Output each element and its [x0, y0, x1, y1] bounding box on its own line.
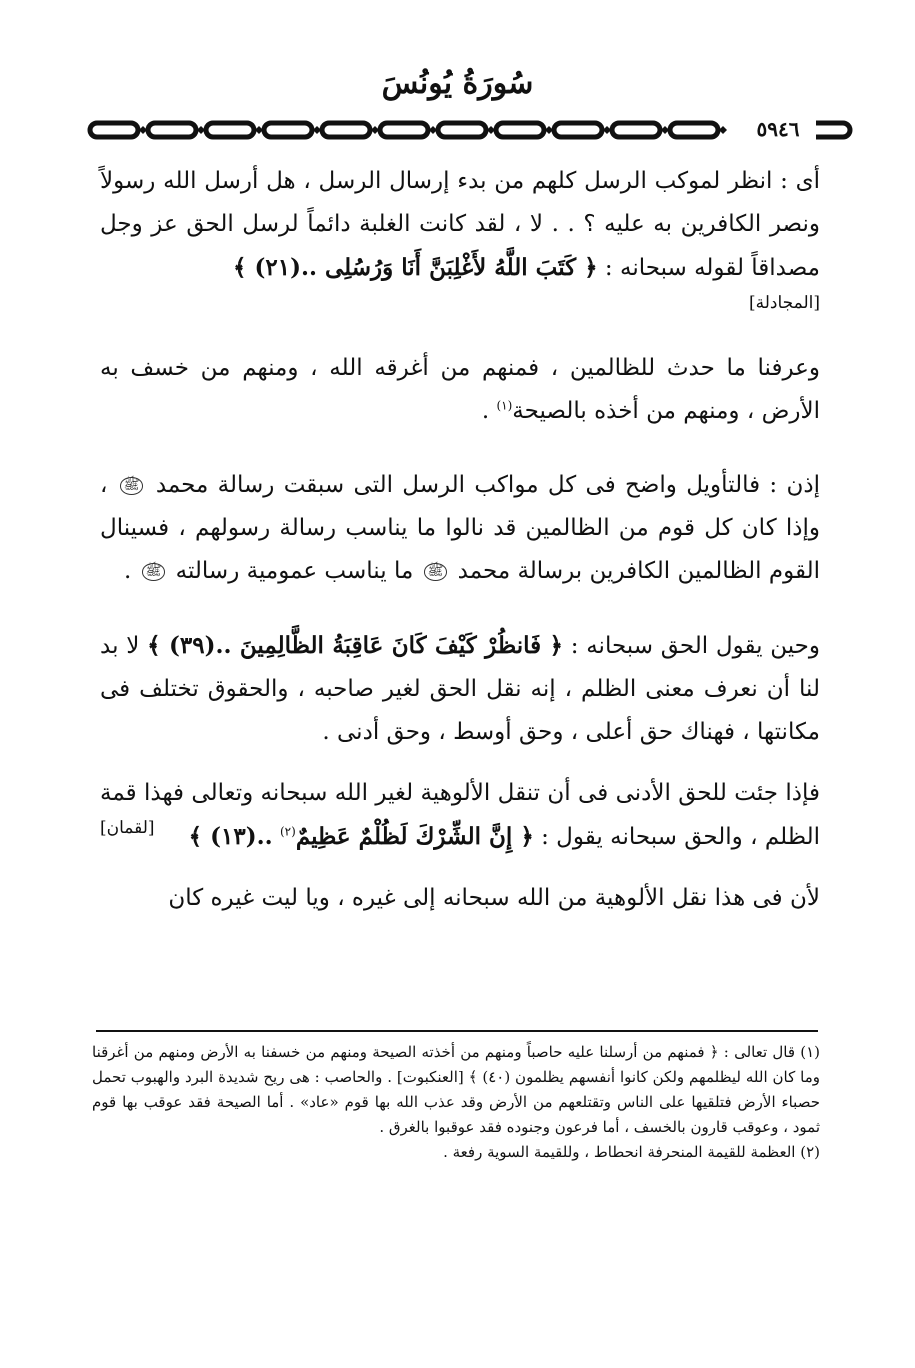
footnote-1: [92, 1040, 820, 1140]
ornament-link: [322, 123, 370, 137]
quran-verse: ﴿ إِنَّ الشِّرْكَ لَظُلْمٌ عَظِيمٌ: [295, 823, 534, 850]
ornament-link: [670, 123, 718, 137]
fn2-line-1: (٢) العظمة للقيمة المنحرفة انحطاط ، وللقيمة السوية رفعة .: [443, 1143, 820, 1161]
fn1-line-5: عوقبوا بالغرق .: [379, 1118, 475, 1136]
salla-symbol: ﷺ: [424, 563, 448, 581]
footnotes: [92, 1040, 820, 1165]
p1-line-2: رسولاً ونصر الكافرين به عليه ؟ . . لا ، لقد كانت الغلبة دائماً لرسل الحق: [100, 168, 821, 237]
paragraph-3: إذن : فالتأويل واضح فى كل مواكب الرسل التى سبقت رسالة محمد ﷺ ، وإذا كان كل قوم من الظالمين قد نالوا ما يناسب رسالة رسولهم ، فسينال القوم الظالمين الكافرين برسالة محمد ﷺ ما يناسب عمومية رسالته ﷺ .: [100, 472, 821, 584]
p3-line-1: إذن : فالتأويل واضح فى كل مواكب الرسل التى سبقت رسالة محمد: [155, 472, 821, 498]
paragraph-2: وعرفنا ما حدث للظالمين ، فمنهم من أغرقه الله ، ومنهم من خسف به الأرض ، ومنهم من أخذه بالصيحة$^{(١)}$ .: [100, 355, 820, 424]
salla-symbol: ﷺ: [142, 563, 166, 581]
quran-verse: ﴿ كَتَبَ اللَّهُ لأَغْلِبَنَّ أَنَا وَرُسُلِى ..(٢١) ﴾: [233, 254, 598, 281]
p3-line-3: فسينال القوم الظالمين الكافرين برسالة محمد: [100, 515, 820, 584]
surah-title: سُورَةُ يُونُسَ: [381, 66, 534, 101]
footnote-2: [92, 1140, 820, 1165]
ornament-link: [380, 123, 428, 137]
ornament-link: [90, 123, 138, 137]
ornament-link: [264, 123, 312, 137]
ornament-link: [206, 123, 254, 137]
surah-reference: [لقمان]: [100, 818, 155, 838]
p4-line-1: وحين يقول الحق سبحانه :: [570, 633, 821, 659]
paragraph-1: [100, 160, 820, 316]
paragraph-6: [100, 877, 820, 920]
fn1-line-3: البرد والهبوب تحمل حصباء الأرض فتلقيها على الناس وتقتلعهم من الأرض وقد عذب الله بها قوم: [92, 1068, 820, 1111]
footnote-marker[interactable]: (٢): [279, 824, 296, 839]
p1-line-3: عز وجل مصداقاً لقوله سبحانه :: [100, 211, 820, 281]
p3-line-2: ، وإذا كان كل قوم من الظالمين قد نالوا ما يناسب رسالة رسولهم ،: [100, 472, 820, 541]
ornamental-header-border: [86, 118, 854, 142]
p3-line-3-end: ما يناسب عمومية رسالته: [175, 558, 414, 584]
p4-line-3: فى مكانتها ، فهناك حق أعلى ، وحق أوسط ، وحق أدنى .: [100, 676, 820, 745]
paragraph-5: [100, 772, 820, 859]
p4-line-1-end: لا بد: [100, 633, 140, 659]
fn1-line-1: (١) قال تعالى : ﴿ فمنهم من أرسلنا عليه حاصباً ومنهم من أخذته الصيحة ومنهم من خسفنا به الأرض ومنهم من: [133, 1043, 820, 1061]
quran-verse: ﴿ فَانظُرْ كَيْفَ كَانَ عَاقِبَةُ الظَّالِمِينَ ..(٣٩) ﴾: [147, 632, 563, 659]
footnote-separator: [96, 1030, 818, 1032]
page-number: ٥٩٤٦: [740, 116, 816, 142]
main-text: [100, 160, 820, 920]
p2-line-2: الأرض ، ومنهم من أخذه بالصيحة: [512, 398, 820, 424]
p5-line-1: فإذا جئت للحق الأدنى فى أن تنقل الألوهية لغير الله سبحانه وتعالى: [191, 780, 820, 806]
p4-line-2: لنا أن نعرف معنى الظلم ، إنه نقل الحق لغير صاحبه ، والحقوق تختلف: [139, 676, 820, 702]
salla-symbol: ﷺ: [120, 477, 144, 495]
ornament-link: [148, 123, 196, 137]
ornament-link: [554, 123, 602, 137]
p6-line-1: لأن فى هذا نقل الألوهية من الله سبحانه إلى غيره ، ويا ليت غيره كان: [168, 885, 820, 911]
quran-verse-end: ..(١٣) ﴾: [188, 823, 273, 850]
ornament-link: [612, 123, 660, 137]
footnote-marker[interactable]: (١): [496, 398, 513, 413]
p1-line-1: أى : انظر لموكب الرسل كلهم من بدء إرسال الرسل ، هل أرسل الله: [163, 168, 820, 194]
ornament-diamond: [719, 126, 727, 134]
fn1-line-4: «عاد» . أما الصيحة فقد عوقب بها قوم ثمود ، وعوقب قارون بالخسف ، أما فرعون وجنوده فقد: [92, 1093, 820, 1136]
ornament-link: [496, 123, 544, 137]
p2-line-1: وعرفنا ما حدث للظالمين ، فمنهم من أغرقه الله ، ومنهم من خسف به: [100, 355, 820, 381]
paragraph-4: [100, 624, 820, 754]
p5-line-2: فهذا قمة الظلم ، والحق سبحانه يقول :: [100, 780, 820, 850]
surah-reference: [المجادلة]: [748, 293, 820, 313]
ornament-link: [438, 123, 486, 137]
fn1-line-2: أغرقنا وما كان الله ليظلمهم ولكن كانوا أنفسهم يظلمون (٤٠) ﴾ [العنكبوت] . والحاصب : هى ريح شديدة: [92, 1043, 820, 1086]
